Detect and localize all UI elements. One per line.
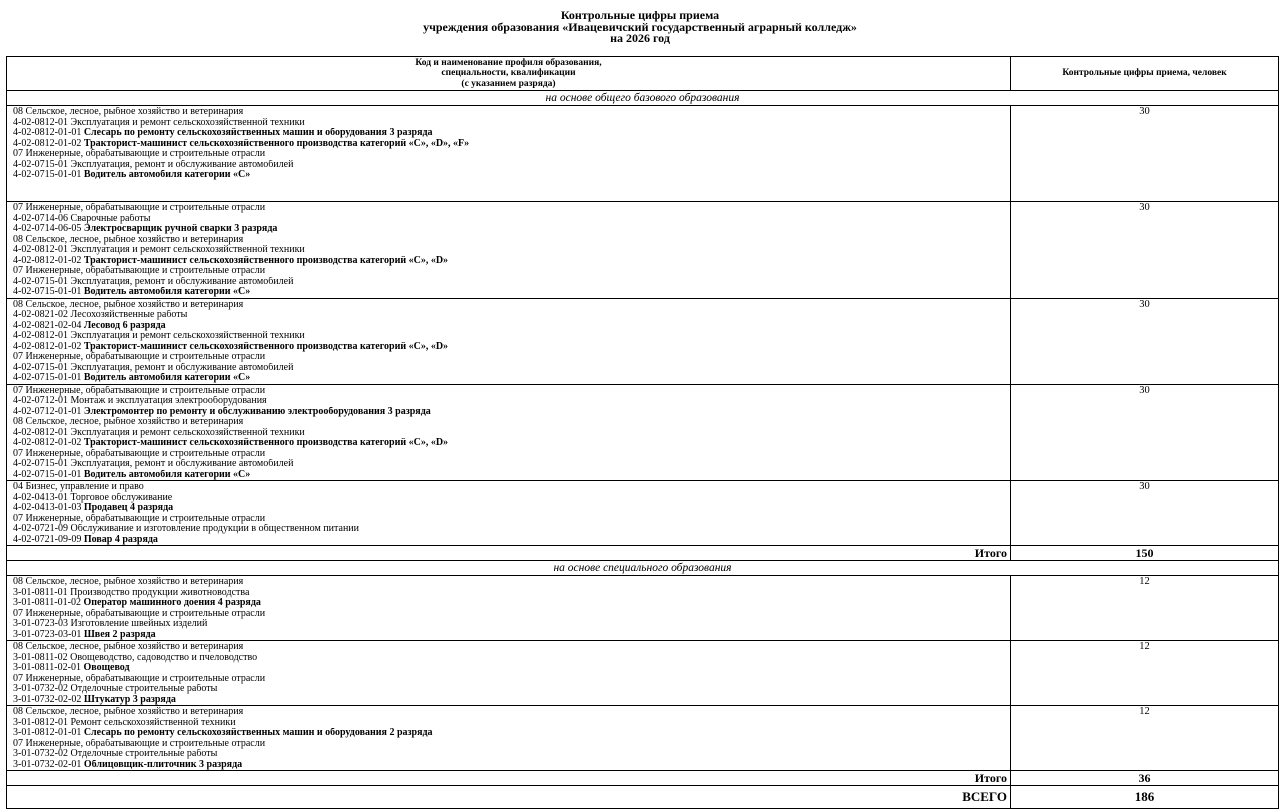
profile-code: 07 (13, 513, 23, 524)
table-row (7, 384, 1279, 481)
profile-line (13, 674, 1010, 685)
profile-code: 4-02-0715-01-01 (13, 373, 82, 383)
profile-line (13, 149, 1010, 160)
table-row (7, 481, 1279, 546)
profile-name: Облицовщик-плиточник 3 разряда (83, 759, 243, 770)
profile-code: 3-01-0732-02-01 (13, 759, 82, 770)
profile-cell (7, 641, 1011, 706)
profile-name: Эксплуатация, ремонт и обслуживание автомобилей (70, 459, 294, 469)
header-profile-line-3: (с указанием разряда) (461, 78, 556, 89)
profile-line (13, 386, 1010, 397)
table-row (7, 202, 1279, 299)
profile-code: 4-02-0413-01-03 (13, 503, 82, 513)
profile-cell (7, 202, 1011, 299)
profile-line (13, 503, 1010, 514)
profile-code: 3-01-0811-01-02 (13, 598, 81, 608)
header-profile (7, 57, 1011, 91)
title-line-1: Контрольные цифры приема (560, 8, 720, 22)
profile-line (13, 352, 1010, 363)
profile-name: Сельское, лесное, рыбное хозяйство и ветеринария (25, 299, 244, 310)
profile-name: Эксплуатация и ремонт сельскохозяйственной техники (70, 427, 305, 438)
profile-name: Повар 4 разряда (83, 534, 158, 545)
profile-name: Бизнес, управление и право (25, 482, 144, 492)
profile-name: Эксплуатация, ремонт и обслуживание автомобилей (70, 159, 294, 170)
profile-line (13, 642, 1010, 653)
profile-name: Производство продукции животноводства (70, 587, 250, 598)
profile-line (13, 707, 1010, 718)
profile-line (13, 139, 1010, 150)
profile-code: 07 (13, 203, 23, 213)
profile-line (13, 459, 1010, 470)
profile-code: 08 (13, 417, 23, 427)
profile-code: 3-01-0732-02 (13, 684, 68, 694)
quota-value: 12 (1011, 706, 1279, 771)
profile-code: 3-01-0723-03 (13, 619, 68, 629)
profile-name: Сельское, лесное, рыбное хозяйство и ветеринария (25, 234, 244, 245)
profile-name: Электромонтер по ремонту и обслуживанию электрооборудования 3 разряда (83, 406, 431, 417)
profile-line (13, 331, 1010, 342)
profile-code: 07 (13, 149, 23, 159)
profile-line (13, 118, 1010, 129)
profile-code: 04 (13, 482, 23, 492)
profile-name: Торговое обслуживание (70, 492, 173, 503)
profile-line (13, 598, 1010, 609)
profile-code: 4-02-0812-01-02 (13, 438, 82, 448)
profile-name: Слесарь по ремонту сельскохозяйственных машин и оборудования 2 разряда (83, 728, 433, 738)
profile-name: Водитель автомобиля категории «C» (83, 469, 251, 480)
header-quota: Контрольные цифры приема, человек (1011, 57, 1279, 91)
profile-name: Инженерные, обрабатывающие и строительные отрасли (25, 448, 266, 459)
profile-name: Водитель автомобиля категории «C» (83, 287, 251, 297)
profile-name: Отделочные строительные работы (70, 749, 218, 759)
profile-line (13, 256, 1010, 267)
profile-code: 3-01-0812-01 (13, 717, 68, 728)
profile-code: 07 (13, 266, 23, 276)
profile-line (13, 287, 1010, 298)
section-header-row (7, 91, 1279, 106)
profile-name: Эксплуатация и ремонт сельскохозяйственной техники (70, 245, 305, 255)
profile-name: Сельское, лесное, рыбное хозяйство и ветеринария (25, 107, 244, 117)
table-row (7, 106, 1279, 202)
profile-code: 07 (13, 673, 23, 684)
profile-code: 4-02-0715-01 (13, 362, 68, 373)
profile-line (13, 342, 1010, 353)
grand-total-label: ВСЕГО (7, 786, 1011, 809)
profile-code: 3-01-0811-01 (13, 587, 68, 598)
profile-code: 4-02-0721-09-09 (13, 534, 82, 545)
quota-value: 30 (1011, 481, 1279, 546)
table-row (7, 706, 1279, 771)
profile-name: Эксплуатация, ремонт и обслуживание автомобилей (70, 362, 294, 373)
profile-code: 4-02-0821-02-04 (13, 320, 82, 331)
profile-line (13, 373, 1010, 384)
profile-name: Эксплуатация и ремонт сельскохозяйственной техники (70, 117, 305, 128)
table-row (7, 576, 1279, 641)
profile-line (13, 630, 1010, 641)
profile-name: Инженерные, обрабатывающие и строительные отрасли (25, 149, 266, 159)
profile-cell (7, 298, 1011, 384)
subtotal-row (7, 771, 1279, 786)
profile-name: Эксплуатация, ремонт и обслуживание автомобилей (70, 276, 294, 287)
profile-name: Инженерные, обрабатывающие и строительные отрасли (25, 352, 266, 362)
profile-line (13, 524, 1010, 535)
profile-name: Инженерные, обрабатывающие и строительные отрасли (25, 266, 266, 276)
profile-code: 3-01-0812-01-01 (13, 728, 82, 738)
profile-line (13, 470, 1010, 481)
profile-code: 07 (13, 738, 23, 749)
profile-code: 4-02-0812-01-02 (13, 341, 82, 352)
profile-code: 4-02-0712-01-01 (13, 406, 82, 417)
profile-name: Водитель автомобиля категории «C» (83, 170, 251, 180)
profile-line (13, 128, 1010, 139)
profile-line (13, 266, 1010, 277)
profile-code: 3-01-0811-02 (13, 652, 68, 663)
profile-name: Сельское, лесное, рыбное хозяйство и ветеринария (25, 642, 244, 652)
profile-name: Лесовод 6 разряда (83, 320, 166, 331)
profile-code: 4-02-0715-01 (13, 459, 68, 469)
profile-name: Сельское, лесное, рыбное хозяйство и ветеринария (25, 577, 244, 587)
profile-name: Лесохозяйственные работы (70, 310, 188, 320)
profile-line (13, 363, 1010, 374)
profile-code: 08 (13, 642, 23, 652)
profile-cell (7, 576, 1011, 641)
profile-name: Монтаж и эксплуатация электрооборудования (70, 396, 267, 406)
profile-name: Тракторист-машинист сельскохозяйственного производства категорий «C», «D» (83, 438, 449, 448)
profile-code: 4-02-0714-06 (13, 213, 68, 224)
profile-line (13, 535, 1010, 546)
admission-table (6, 56, 1279, 809)
profile-line (13, 588, 1010, 599)
profile-line (13, 160, 1010, 171)
profile-code: 07 (13, 608, 23, 619)
profile-name: Инженерные, обрабатывающие и строительные отрасли (25, 738, 266, 749)
profile-name: Овощеводство, садоводство и пчеловодство (70, 652, 258, 663)
profile-code: 4-02-0812-01 (13, 427, 68, 438)
quota-value: 30 (1011, 298, 1279, 384)
profile-line (13, 684, 1010, 695)
profile-line (13, 300, 1010, 311)
profile-name: Эксплуатация и ремонт сельскохозяйственной техники (70, 331, 305, 341)
profile-line (13, 493, 1010, 504)
profile-code: 4-02-0821-02 (13, 310, 68, 320)
profile-name: Отделочные строительные работы (70, 684, 218, 694)
profile-line (13, 482, 1010, 493)
profile-cell (7, 384, 1011, 481)
profile-line (13, 695, 1010, 706)
profile-name: Тракторист-машинист сельскохозяйственного производства категорий «C», «D» (83, 341, 449, 352)
profile-name: Овощевод (83, 663, 130, 673)
profile-name: Инженерные, обрабатывающие и строительные отрасли (25, 513, 266, 524)
header-profile-line-1: Код и наименование профиля образования, (415, 58, 602, 69)
profile-cell (7, 106, 1011, 202)
profile-code: 4-02-0715-01-01 (13, 287, 82, 297)
profile-code: 4-02-0715-01-01 (13, 469, 82, 480)
profile-cell (7, 481, 1011, 546)
profile-code: 3-01-0732-02-02 (13, 694, 82, 705)
profile-code: 3-01-0732-02 (13, 749, 68, 759)
profile-code: 07 (13, 385, 23, 396)
profile-line (13, 760, 1010, 771)
profile-name: Сельское, лесное, рыбное хозяйство и ветеринария (25, 707, 244, 717)
profile-line (13, 417, 1010, 428)
profile-line (13, 514, 1010, 525)
profile-line (13, 619, 1010, 630)
profile-line (13, 449, 1010, 460)
profile-line (13, 728, 1010, 739)
profile-name: Слесарь по ремонту сельскохозяйственных машин и оборудования 3 разряда (83, 128, 433, 138)
grand-total-row (7, 786, 1279, 809)
profile-name: Ремонт сельскохозяйственной техники (70, 717, 236, 728)
profile-name: Инженерные, обрабатывающие и строительные отрасли (25, 385, 266, 396)
section-title: на основе специального образования (7, 561, 1279, 576)
profile-line (13, 428, 1010, 439)
profile-name: Водитель автомобиля категории «C» (83, 373, 251, 383)
profile-name: Электросварщик ручной сварки 3 разряда (83, 224, 278, 234)
profile-code: 3-01-0811-02-01 (13, 663, 81, 673)
profile-line (13, 609, 1010, 620)
profile-line (13, 577, 1010, 588)
subtotal-label: Итого (7, 771, 1011, 786)
profile-code: 07 (13, 352, 23, 362)
profile-line (13, 310, 1010, 321)
profile-line (13, 277, 1010, 288)
profile-line (13, 214, 1010, 225)
quota-value: 12 (1011, 576, 1279, 641)
profile-name: Швея 2 разряда (83, 629, 156, 640)
profile-code: 4-02-0721-09 (13, 524, 68, 534)
profile-line (13, 396, 1010, 407)
profile-line (13, 739, 1010, 750)
table-row (7, 298, 1279, 384)
subtotal-value: 36 (1011, 771, 1279, 786)
title-line-3: на 2026 год (610, 31, 670, 45)
subtotal-value: 150 (1011, 546, 1279, 561)
profile-name: Инженерные, обрабатывающие и строительные отрасли (25, 608, 266, 619)
profile-line (13, 203, 1010, 214)
document-title (0, 0, 1280, 45)
profile-line (13, 663, 1010, 674)
subtotal-label: Итого (7, 546, 1011, 561)
section-title: на основе общего базового образования (7, 91, 1279, 106)
profile-code: 07 (13, 448, 23, 459)
profile-line (13, 653, 1010, 664)
profile-cell (7, 706, 1011, 771)
profile-line (13, 321, 1010, 332)
profile-line (13, 107, 1010, 118)
profile-line (13, 235, 1010, 246)
profile-code: 4-02-0812-01 (13, 245, 68, 255)
profile-name: Инженерные, обрабатывающие и строительные отрасли (25, 203, 266, 213)
profile-code: 4-02-0712-01 (13, 396, 68, 406)
quota-value: 30 (1011, 106, 1279, 202)
profile-code: 4-02-0715-01-01 (13, 170, 82, 180)
profile-name: Инженерные, обрабатывающие и строительные отрасли (25, 673, 266, 684)
quota-value: 12 (1011, 641, 1279, 706)
profile-name: Изготовление швейных изделий (70, 619, 208, 629)
profile-line (13, 407, 1010, 418)
table-row (7, 641, 1279, 706)
profile-code: 4-02-0715-01 (13, 159, 68, 170)
grand-total-value: 186 (1011, 786, 1279, 809)
profile-code: 08 (13, 299, 23, 310)
profile-code: 08 (13, 107, 23, 117)
section-header-row (7, 561, 1279, 576)
profile-code: 4-02-0715-01 (13, 276, 68, 287)
table-header-row (7, 57, 1279, 91)
profile-line (13, 438, 1010, 449)
subtotal-row (7, 546, 1279, 561)
profile-code: 4-02-0812-01 (13, 331, 68, 341)
profile-name: Тракторист-машинист сельскохозяйственного производства категорий «C», «D», «F» (83, 138, 470, 149)
header-profile-line-2: специальности, квалификации (441, 68, 576, 79)
quota-value: 30 (1011, 384, 1279, 481)
quota-value: 30 (1011, 202, 1279, 299)
profile-code: 4-02-0413-01 (13, 492, 68, 503)
profile-name: Обслуживание и изготовление продукции в общественном питании (70, 524, 360, 534)
profile-line (13, 224, 1010, 235)
profile-code: 4-02-0812-01 (13, 117, 68, 128)
profile-code: 08 (13, 577, 23, 587)
profile-code: 4-02-0714-06-05 (13, 224, 82, 234)
profile-name: Штукатур 3 разряда (83, 694, 176, 705)
profile-code: 3-01-0723-03-01 (13, 629, 82, 640)
profile-code: 08 (13, 707, 23, 717)
profile-code: 08 (13, 234, 23, 245)
profile-line (13, 749, 1010, 760)
profile-line (13, 245, 1010, 256)
profile-code: 4-02-0812-01-02 (13, 138, 82, 149)
profile-name: Оператор машинного доения 4 разряда (83, 598, 261, 608)
profile-line (13, 718, 1010, 729)
profile-line (13, 170, 1010, 181)
profile-code: 4-02-0812-01-01 (13, 128, 82, 138)
profile-name: Продавец 4 разряда (83, 503, 174, 513)
title-line-2: учреждения образования «Ивацевичский государственный аграрный колледж» (423, 19, 857, 34)
profile-name: Сварочные работы (70, 213, 151, 224)
profile-name: Сельское, лесное, рыбное хозяйство и ветеринария (25, 417, 244, 427)
profile-name: Тракторист-машинист сельскохозяйственного производства категорий «C», «D» (83, 255, 449, 266)
profile-code: 4-02-0812-01-02 (13, 255, 82, 266)
